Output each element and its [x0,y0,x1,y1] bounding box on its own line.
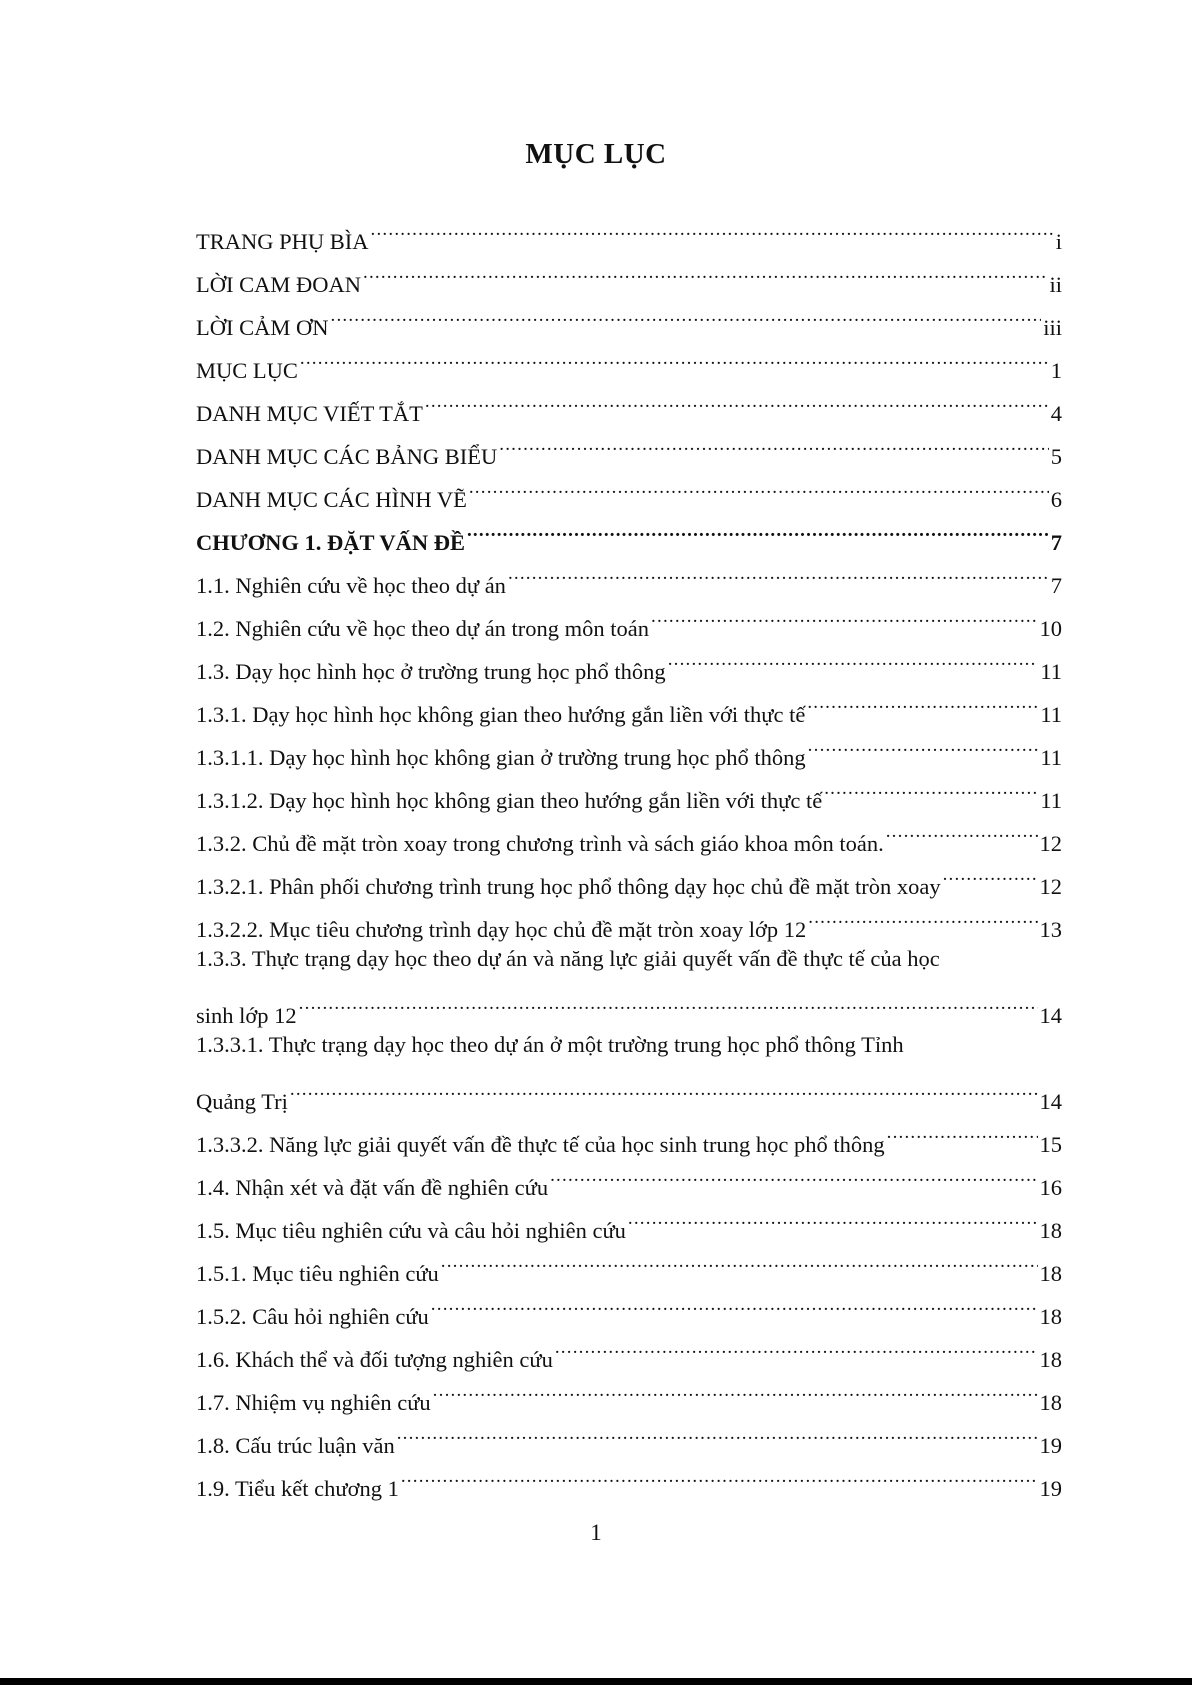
toc-entry-label: 1.8. Cấu trúc luận văn [196,1433,395,1458]
toc-entry-label: 1.3.3.1. Thực trạng dạy học theo dự án ở một trường trung học phổ thông Tỉnh [196,1032,904,1057]
toc-entry-row [196,1109,1062,1157]
toc-entry-page: 18 [1039,1261,1062,1286]
toc-entry-page: 12 [1039,874,1062,899]
dot-leader [431,1281,1038,1324]
toc-entry-page: 12 [1039,831,1062,856]
dot-leader [887,1109,1038,1152]
dot-leader [299,980,1038,1023]
page-title: MỤC LỤC [525,138,667,170]
toc-entry-page: 10 [1039,616,1062,641]
toc-entry-label-continued: Quảng Trị [196,1089,288,1114]
toc-entry-page: 19 [1039,1476,1062,1501]
toc-entry-page: 11 [1040,702,1062,727]
toc-entry-page: 18 [1039,1304,1062,1329]
dot-leader [371,206,1054,249]
toc-entry-label: 1.3.2.2. Mục tiêu chương trình dạy học chủ đề mặt tròn xoay lớp 12 [196,917,807,942]
toc-entry-label: CHƯƠNG 1. ĐẶT VẤN ĐỀ [196,530,465,555]
dot-leader [943,851,1038,894]
toc-entry-label: 1.3.1.1. Dạy học hình học không gian ở trường trung học phổ thông [196,745,806,770]
dot-leader [808,894,1037,937]
toc-entry-label: 1.1. Nghiên cứu về học theo dự án [196,573,506,598]
toc-entry[interactable] [196,1023,1062,1114]
dot-leader [425,378,1049,421]
toc-entry[interactable] [196,335,1062,383]
toc-entry-label: LỜI CAM ĐOAN [196,272,361,297]
toc-entry-page: 7 [1050,530,1062,555]
dot-leader [397,1410,1038,1453]
toc-entry-label: TRANG PHỤ BÌA [196,229,369,254]
toc-entry-page: 11 [1040,745,1062,770]
toc-entry-page: 18 [1039,1347,1062,1372]
dot-leader [433,1367,1038,1410]
toc-entry-label: DANH MỤC VIẾT TẮT [196,401,423,426]
dot-leader [508,550,1049,593]
toc-entry-row [196,206,1062,254]
toc-entry-page: 6 [1050,487,1062,512]
toc-entry-label: 1.3. Dạy học hình học ở trường trung học phổ thông [196,659,666,684]
toc-entry-label: LỜI CẢM ƠN [196,315,329,340]
dot-leader [886,808,1038,851]
toc-entry-label: 1.2. Nghiên cứu về học theo dự án trong môn toán [196,616,650,641]
dot-leader [824,765,1038,808]
dot-leader [499,421,1048,464]
toc-entry-page: 14 [1039,1089,1062,1114]
dot-leader [467,507,1049,550]
toc-entry-label: 1.5.2. Câu hỏi nghiên cứu [196,1304,429,1329]
toc-entry-page: 7 [1050,573,1062,598]
toc-entry-page: iii [1043,315,1062,340]
dot-leader [555,1324,1038,1367]
toc-entry-page: ii [1049,272,1062,297]
toc-entry-label: 1.5. Mục tiêu nghiên cứu và câu hỏi nghiên cứu [196,1218,626,1243]
dot-leader [300,335,1049,378]
dot-leader [668,636,1039,679]
toc-entry-page: 11 [1040,659,1062,684]
dot-leader [807,679,1038,722]
dot-leader [651,593,1037,636]
dot-leader [628,1195,1038,1238]
toc-entry-row [196,335,1062,383]
toc-entry-row [196,1066,1062,1114]
toc-entry-label-continued: sinh lớp 12 [196,1003,297,1028]
toc-entry-row [196,980,1062,1028]
toc-entry[interactable] [196,937,1062,1028]
toc-entry-page: 15 [1039,1132,1062,1157]
toc-entry-label: MỤC LỤC [196,358,298,383]
toc-entry-label: 1.3.1. Dạy học hình học không gian theo hướng gắn liền với thực tế [196,702,806,727]
toc-entry-page: i [1055,229,1062,254]
toc-entry-page: 19 [1039,1433,1062,1458]
toc-entry-label: 1.3.1.2. Dạy học hình học không gian theo hướng gắn liền với thực tế [196,788,823,813]
dot-leader [441,1238,1038,1281]
toc-entry[interactable] [196,206,1062,254]
toc-entry-label: 1.3.3. Thực trạng dạy học theo dự án và năng lực giải quyết vấn đề thực tế của học [196,946,940,971]
toc-entry-page: 18 [1039,1390,1062,1415]
toc-entry-page: 4 [1050,401,1062,426]
toc-entry-label: DANH MỤC CÁC HÌNH VẼ [196,487,467,512]
dot-leader [290,1066,1038,1109]
toc-entry-page: 13 [1039,917,1062,942]
toc-entry-label: 1.3.2.1. Phân phối chương trình trung học phổ thông dạy học chủ đề mặt tròn xoay [196,874,941,899]
toc-entry-label: 1.9. Tiểu kết chương 1 [196,1476,399,1501]
toc-entry-label: 1.3.3.2. Năng lực giải quyết vấn đề thực tế của học sinh trung học phổ thông [196,1132,885,1157]
toc-entry-page: 18 [1039,1218,1062,1243]
dot-leader [550,1152,1037,1195]
toc-entry-page: 5 [1050,444,1062,469]
bottom-border [0,1678,1192,1685]
dot-leader [808,722,1039,765]
dot-leader [363,249,1047,292]
toc-entry-label: 1.6. Khách thể và đối tượng nghiên cứu [196,1347,553,1372]
toc-entry-page: 16 [1039,1175,1062,1200]
toc-entry[interactable] [196,1109,1062,1157]
toc-entry-label: 1.4. Nhận xét và đặt vấn đề nghiên cứu [196,1175,549,1200]
toc-entry-label: 1.7. Nhiệm vụ nghiên cứu [196,1390,431,1415]
toc-entry[interactable] [196,378,1062,426]
toc-entry-label: 1.5.1. Mục tiêu nghiên cứu [196,1261,439,1286]
page-number: 1 [590,1520,602,1545]
dot-leader [401,1453,1038,1496]
dot-leader [469,464,1049,507]
toc-entry-page: 14 [1039,1003,1062,1028]
toc-entry-label: 1.3.2. Chủ đề mặt tròn xoay trong chương trình và sách giáo khoa môn toán. [196,831,884,856]
toc-entry-page: 11 [1040,788,1062,813]
dot-leader [331,292,1042,335]
toc-entry-page: 1 [1050,358,1062,383]
table-of-contents [196,206,1062,1501]
toc-entry-row [196,378,1062,426]
toc-entry-label: DANH MỤC CÁC BẢNG BIỂU [196,444,498,469]
